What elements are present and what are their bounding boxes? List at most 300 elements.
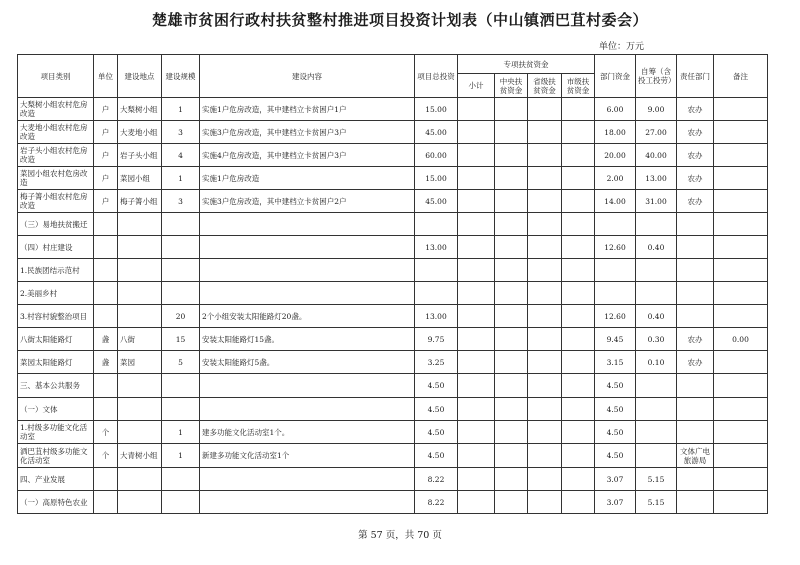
cell-remark bbox=[714, 444, 768, 468]
cell-text: 18.00 bbox=[604, 127, 626, 137]
cell-subtotal bbox=[458, 444, 495, 468]
table-row bbox=[18, 121, 768, 144]
cell-resp bbox=[677, 328, 714, 351]
table-row bbox=[18, 305, 768, 328]
cell-remark bbox=[714, 98, 768, 121]
table-row bbox=[18, 282, 768, 305]
cell-text: 梅子箐小组农村危房改造 bbox=[20, 192, 88, 210]
cell-text: 0.00 bbox=[732, 334, 749, 344]
cell-text: 实施1户危房改造 bbox=[202, 173, 260, 183]
cell-municipal bbox=[562, 144, 595, 167]
cell-central bbox=[495, 328, 528, 351]
table-row bbox=[18, 259, 768, 282]
cell-location bbox=[118, 282, 162, 305]
cell-self bbox=[636, 351, 677, 374]
cell-remark bbox=[714, 421, 768, 444]
cell-text: 60.00 bbox=[425, 150, 447, 160]
header-scale: 建设规模 bbox=[162, 55, 200, 98]
table-row bbox=[18, 468, 768, 491]
cell-text: 45.00 bbox=[425, 196, 447, 206]
cell-text: 8.22 bbox=[427, 497, 445, 507]
cell-dept bbox=[595, 236, 636, 259]
cell-self bbox=[636, 121, 677, 144]
cell-central bbox=[495, 398, 528, 421]
cell-text: 3.村容村貌整治项目 bbox=[20, 311, 88, 321]
cell-central bbox=[495, 190, 528, 213]
table-row bbox=[18, 444, 768, 468]
cell-subtotal bbox=[458, 351, 495, 374]
cell-text: 0.40 bbox=[647, 311, 665, 321]
cell-text: 实施3户危房改造，其中建档立卡贫困户3户 bbox=[202, 127, 347, 137]
cell-text: 13.00 bbox=[425, 311, 447, 321]
cell-self bbox=[636, 190, 677, 213]
cell-text: 农办 bbox=[687, 173, 703, 183]
cell-text: 户 bbox=[101, 127, 110, 137]
cell-category bbox=[18, 144, 94, 167]
cell-municipal bbox=[562, 328, 595, 351]
cell-central bbox=[495, 421, 528, 444]
cell-remark bbox=[714, 213, 768, 236]
header-total: 项目总投资 bbox=[415, 55, 458, 98]
cell-dept bbox=[595, 421, 636, 444]
cell-total bbox=[415, 351, 458, 374]
cell-scale bbox=[162, 351, 200, 374]
header-municipal: 市级扶贫资金 bbox=[562, 74, 595, 98]
cell-provincial bbox=[528, 328, 562, 351]
cell-self bbox=[636, 328, 677, 351]
cell-remark bbox=[714, 374, 768, 398]
cell-location bbox=[118, 328, 162, 351]
cell-provincial bbox=[528, 444, 562, 468]
cell-self bbox=[636, 144, 677, 167]
cell-text: 4.50 bbox=[606, 451, 624, 460]
cell-total bbox=[415, 398, 458, 421]
cell-municipal bbox=[562, 374, 595, 398]
cell-municipal bbox=[562, 398, 595, 421]
cell-content bbox=[200, 98, 415, 121]
cell-text: 安装太阳能路灯15盏。 bbox=[202, 334, 280, 344]
cell-location bbox=[118, 351, 162, 374]
cell-provincial bbox=[528, 121, 562, 144]
cell-text: 岩子头小组农村危房改造 bbox=[20, 146, 88, 164]
cell-remark bbox=[714, 121, 768, 144]
cell-total bbox=[415, 98, 458, 121]
cell-text: 个 bbox=[101, 427, 110, 437]
cell-text: 个 bbox=[101, 451, 110, 460]
cell-text: 15.00 bbox=[425, 104, 447, 114]
cell-text: 2.美丽乡村 bbox=[20, 288, 58, 298]
cell-self bbox=[636, 98, 677, 121]
cell-provincial bbox=[528, 167, 562, 190]
cell-dept bbox=[595, 98, 636, 121]
cell-remark bbox=[714, 236, 768, 259]
cell-central bbox=[495, 144, 528, 167]
cell-unit bbox=[94, 468, 118, 491]
cell-central bbox=[495, 167, 528, 190]
cell-text: 大梨树小组农村危房改造 bbox=[20, 100, 88, 118]
cell-text: 盏 bbox=[101, 357, 110, 367]
cell-text: 4.50 bbox=[427, 451, 445, 460]
header-special-fund: 专项扶贫资金 bbox=[458, 55, 595, 74]
cell-scale bbox=[162, 190, 200, 213]
cell-category bbox=[18, 98, 94, 121]
cell-provincial bbox=[528, 213, 562, 236]
table-row bbox=[18, 167, 768, 190]
cell-category bbox=[18, 491, 94, 514]
cell-category bbox=[18, 167, 94, 190]
cell-subtotal bbox=[458, 121, 495, 144]
cell-location bbox=[118, 236, 162, 259]
cell-scale bbox=[162, 305, 200, 328]
cell-dept bbox=[595, 259, 636, 282]
cell-category bbox=[18, 305, 94, 328]
cell-category bbox=[18, 213, 94, 236]
cell-municipal bbox=[562, 351, 595, 374]
cell-text: 菜园小组 bbox=[120, 173, 150, 183]
cell-provincial bbox=[528, 421, 562, 444]
cell-content bbox=[200, 167, 415, 190]
cell-total bbox=[415, 328, 458, 351]
cell-text: 农办 bbox=[687, 104, 703, 114]
cell-subtotal bbox=[458, 167, 495, 190]
header-self: 自筹（含投工投劳） bbox=[636, 55, 677, 98]
cell-text: 户 bbox=[101, 104, 110, 114]
cell-subtotal bbox=[458, 98, 495, 121]
cell-text: 建多功能文化活动室1个。 bbox=[202, 427, 290, 437]
cell-text: 八街太阳能路灯 bbox=[20, 334, 73, 344]
cell-municipal bbox=[562, 305, 595, 328]
cell-unit bbox=[94, 259, 118, 282]
cell-unit bbox=[94, 305, 118, 328]
cell-text: 31.00 bbox=[645, 196, 667, 206]
cell-total bbox=[415, 491, 458, 514]
cell-content bbox=[200, 421, 415, 444]
cell-content bbox=[200, 374, 415, 398]
cell-text: 户 bbox=[101, 173, 110, 183]
cell-scale bbox=[162, 144, 200, 167]
cell-text: 5 bbox=[178, 357, 183, 367]
cell-self bbox=[636, 259, 677, 282]
cell-text: 4.50 bbox=[427, 404, 445, 414]
cell-unit bbox=[94, 236, 118, 259]
page-footer: 第 57 页，共 70 页 bbox=[358, 530, 442, 541]
cell-location bbox=[118, 259, 162, 282]
cell-content bbox=[200, 351, 415, 374]
cell-text: 4.50 bbox=[427, 381, 445, 390]
cell-total bbox=[415, 167, 458, 190]
cell-text: 4 bbox=[178, 150, 183, 160]
header-row-1 bbox=[18, 55, 768, 74]
cell-text: 农办 bbox=[687, 150, 703, 160]
cell-category bbox=[18, 190, 94, 213]
cell-remark bbox=[714, 468, 768, 491]
header-location: 建设地点 bbox=[118, 55, 162, 98]
cell-text: 农办 bbox=[687, 334, 703, 344]
cell-dept bbox=[595, 374, 636, 398]
cell-text: 12.60 bbox=[604, 242, 626, 252]
cell-total bbox=[415, 374, 458, 398]
cell-municipal bbox=[562, 98, 595, 121]
cell-text: 15 bbox=[175, 334, 186, 344]
cell-subtotal bbox=[458, 328, 495, 351]
cell-category bbox=[18, 236, 94, 259]
cell-text: 9.45 bbox=[606, 334, 624, 344]
cell-municipal bbox=[562, 121, 595, 144]
cell-content bbox=[200, 398, 415, 421]
cell-location bbox=[118, 374, 162, 398]
cell-self bbox=[636, 421, 677, 444]
cell-text: 45.00 bbox=[425, 127, 447, 137]
header-remark: 备注 bbox=[714, 55, 768, 98]
cell-dept bbox=[595, 491, 636, 514]
cell-subtotal bbox=[458, 213, 495, 236]
cell-category bbox=[18, 282, 94, 305]
cell-text: 大青树小组 bbox=[120, 451, 158, 460]
cell-municipal bbox=[562, 213, 595, 236]
cell-text: 菜园小组农村危房改造 bbox=[20, 169, 88, 187]
cell-resp bbox=[677, 444, 714, 468]
cell-text: 梅子箐小组 bbox=[120, 196, 158, 206]
cell-location bbox=[118, 305, 162, 328]
cell-unit bbox=[94, 213, 118, 236]
cell-dept bbox=[595, 121, 636, 144]
cell-self bbox=[636, 213, 677, 236]
cell-provincial bbox=[528, 190, 562, 213]
cell-dept bbox=[595, 167, 636, 190]
cell-municipal bbox=[562, 259, 595, 282]
cell-content bbox=[200, 190, 415, 213]
investment-table bbox=[17, 54, 768, 514]
cell-resp bbox=[677, 121, 714, 144]
cell-scale bbox=[162, 328, 200, 351]
cell-content bbox=[200, 444, 415, 468]
cell-location bbox=[118, 398, 162, 421]
cell-remark bbox=[714, 305, 768, 328]
cell-resp bbox=[677, 421, 714, 444]
cell-content bbox=[200, 121, 415, 144]
cell-scale bbox=[162, 421, 200, 444]
cell-content bbox=[200, 144, 415, 167]
cell-text: 菜园太阳能路灯 bbox=[20, 357, 73, 367]
cell-central bbox=[495, 259, 528, 282]
cell-category bbox=[18, 398, 94, 421]
cell-location bbox=[118, 468, 162, 491]
cell-provincial bbox=[528, 398, 562, 421]
cell-unit bbox=[94, 282, 118, 305]
cell-text: 0.10 bbox=[647, 357, 665, 367]
cell-category bbox=[18, 259, 94, 282]
cell-self bbox=[636, 236, 677, 259]
cell-dept bbox=[595, 282, 636, 305]
cell-central bbox=[495, 491, 528, 514]
cell-unit bbox=[94, 144, 118, 167]
cell-resp bbox=[677, 167, 714, 190]
cell-text: 13.00 bbox=[425, 242, 447, 252]
cell-provincial bbox=[528, 351, 562, 374]
cell-subtotal bbox=[458, 144, 495, 167]
cell-text: 岩子头小组 bbox=[120, 150, 158, 160]
cell-unit bbox=[94, 491, 118, 514]
cell-text: 20.00 bbox=[604, 150, 626, 160]
cell-content bbox=[200, 328, 415, 351]
cell-central bbox=[495, 98, 528, 121]
cell-text: 1 bbox=[178, 427, 183, 437]
cell-text: （一）文体 bbox=[20, 404, 58, 414]
table-row bbox=[18, 491, 768, 514]
cell-text: 文体广电旅游局 bbox=[680, 446, 710, 465]
cell-resp bbox=[677, 468, 714, 491]
cell-self bbox=[636, 398, 677, 421]
cell-text: 3 bbox=[178, 196, 183, 206]
cell-remark bbox=[714, 190, 768, 213]
cell-provincial bbox=[528, 491, 562, 514]
cell-text: 四、产业发展 bbox=[20, 474, 65, 484]
cell-subtotal bbox=[458, 468, 495, 491]
cell-location bbox=[118, 98, 162, 121]
cell-location bbox=[118, 421, 162, 444]
cell-resp bbox=[677, 374, 714, 398]
cell-text: 4.50 bbox=[606, 381, 624, 390]
cell-remark bbox=[714, 144, 768, 167]
cell-text: 洒巴苴村级多功能文化活动室 bbox=[20, 446, 88, 465]
cell-text: 3.15 bbox=[606, 357, 624, 367]
cell-remark bbox=[714, 259, 768, 282]
cell-scale bbox=[162, 282, 200, 305]
cell-text: 20 bbox=[175, 311, 186, 321]
cell-text: 14.00 bbox=[604, 196, 626, 206]
cell-content bbox=[200, 213, 415, 236]
cell-resp bbox=[677, 190, 714, 213]
cell-text: 4.50 bbox=[427, 427, 445, 437]
cell-subtotal bbox=[458, 305, 495, 328]
cell-text: 13.00 bbox=[645, 173, 667, 183]
cell-total bbox=[415, 236, 458, 259]
table-row bbox=[18, 328, 768, 351]
cell-text: 2.00 bbox=[606, 173, 624, 183]
cell-text: 大梨树小组 bbox=[120, 104, 158, 114]
cell-category bbox=[18, 468, 94, 491]
header-central: 中央扶贫资金 bbox=[495, 74, 528, 98]
cell-total bbox=[415, 190, 458, 213]
cell-text: 农办 bbox=[687, 196, 703, 206]
cell-location bbox=[118, 444, 162, 468]
cell-scale bbox=[162, 213, 200, 236]
cell-remark bbox=[714, 282, 768, 305]
cell-category bbox=[18, 444, 94, 468]
table-row bbox=[18, 98, 768, 121]
cell-total bbox=[415, 305, 458, 328]
cell-dept bbox=[595, 305, 636, 328]
cell-scale bbox=[162, 121, 200, 144]
cell-provincial bbox=[528, 468, 562, 491]
cell-total bbox=[415, 282, 458, 305]
cell-text: 盏 bbox=[101, 334, 110, 344]
cell-remark bbox=[714, 351, 768, 374]
table-row bbox=[18, 374, 768, 398]
cell-unit bbox=[94, 328, 118, 351]
cell-resp bbox=[677, 98, 714, 121]
cell-text: 6.00 bbox=[606, 104, 624, 114]
cell-text: 1 bbox=[178, 104, 183, 114]
cell-location bbox=[118, 121, 162, 144]
cell-text: 4.50 bbox=[606, 427, 624, 437]
cell-resp bbox=[677, 491, 714, 514]
cell-resp bbox=[677, 282, 714, 305]
cell-unit bbox=[94, 421, 118, 444]
cell-unit bbox=[94, 444, 118, 468]
cell-category bbox=[18, 374, 94, 398]
cell-category bbox=[18, 351, 94, 374]
cell-content bbox=[200, 282, 415, 305]
cell-unit bbox=[94, 351, 118, 374]
cell-resp bbox=[677, 305, 714, 328]
cell-subtotal bbox=[458, 374, 495, 398]
cell-scale bbox=[162, 468, 200, 491]
cell-text: 3 bbox=[178, 127, 183, 137]
cell-text: 12.60 bbox=[604, 311, 626, 321]
cell-unit bbox=[94, 190, 118, 213]
cell-content bbox=[200, 468, 415, 491]
cell-resp bbox=[677, 398, 714, 421]
cell-subtotal bbox=[458, 259, 495, 282]
cell-total bbox=[415, 259, 458, 282]
cell-municipal bbox=[562, 444, 595, 468]
cell-total bbox=[415, 444, 458, 468]
cell-municipal bbox=[562, 190, 595, 213]
cell-dept bbox=[595, 190, 636, 213]
cell-scale bbox=[162, 491, 200, 514]
cell-resp bbox=[677, 144, 714, 167]
cell-text: 4.50 bbox=[606, 404, 624, 414]
cell-text: 5.15 bbox=[647, 497, 665, 507]
cell-text: 9.75 bbox=[427, 334, 445, 344]
table-row bbox=[18, 236, 768, 259]
cell-municipal bbox=[562, 468, 595, 491]
cell-location bbox=[118, 167, 162, 190]
cell-text: 3.07 bbox=[606, 497, 624, 507]
cell-central bbox=[495, 213, 528, 236]
cell-text: 1.民族团结示范村 bbox=[20, 265, 80, 275]
cell-provincial bbox=[528, 282, 562, 305]
cell-subtotal bbox=[458, 398, 495, 421]
cell-self bbox=[636, 305, 677, 328]
cell-text: 八街 bbox=[120, 334, 135, 344]
cell-text: 3.25 bbox=[427, 357, 445, 367]
cell-provincial bbox=[528, 98, 562, 121]
cell-municipal bbox=[562, 491, 595, 514]
table-row bbox=[18, 144, 768, 167]
cell-municipal bbox=[562, 167, 595, 190]
cell-text: 农办 bbox=[687, 357, 703, 367]
cell-text: 实施1户危房改造，其中建档立卡贫困户1户 bbox=[202, 104, 347, 114]
cell-text: 菜园 bbox=[120, 357, 135, 367]
cell-text: 2个小组安装太阳能路灯20盏。 bbox=[202, 311, 307, 321]
cell-scale bbox=[162, 398, 200, 421]
header-unit: 单位 bbox=[94, 55, 118, 98]
cell-total bbox=[415, 421, 458, 444]
cell-category bbox=[18, 328, 94, 351]
cell-dept bbox=[595, 144, 636, 167]
cell-location bbox=[118, 144, 162, 167]
header-subtotal: 小计 bbox=[458, 74, 495, 98]
cell-central bbox=[495, 374, 528, 398]
cell-remark bbox=[714, 491, 768, 514]
cell-unit bbox=[94, 167, 118, 190]
cell-resp bbox=[677, 351, 714, 374]
cell-text: 户 bbox=[101, 150, 110, 160]
cell-central bbox=[495, 236, 528, 259]
cell-scale bbox=[162, 259, 200, 282]
